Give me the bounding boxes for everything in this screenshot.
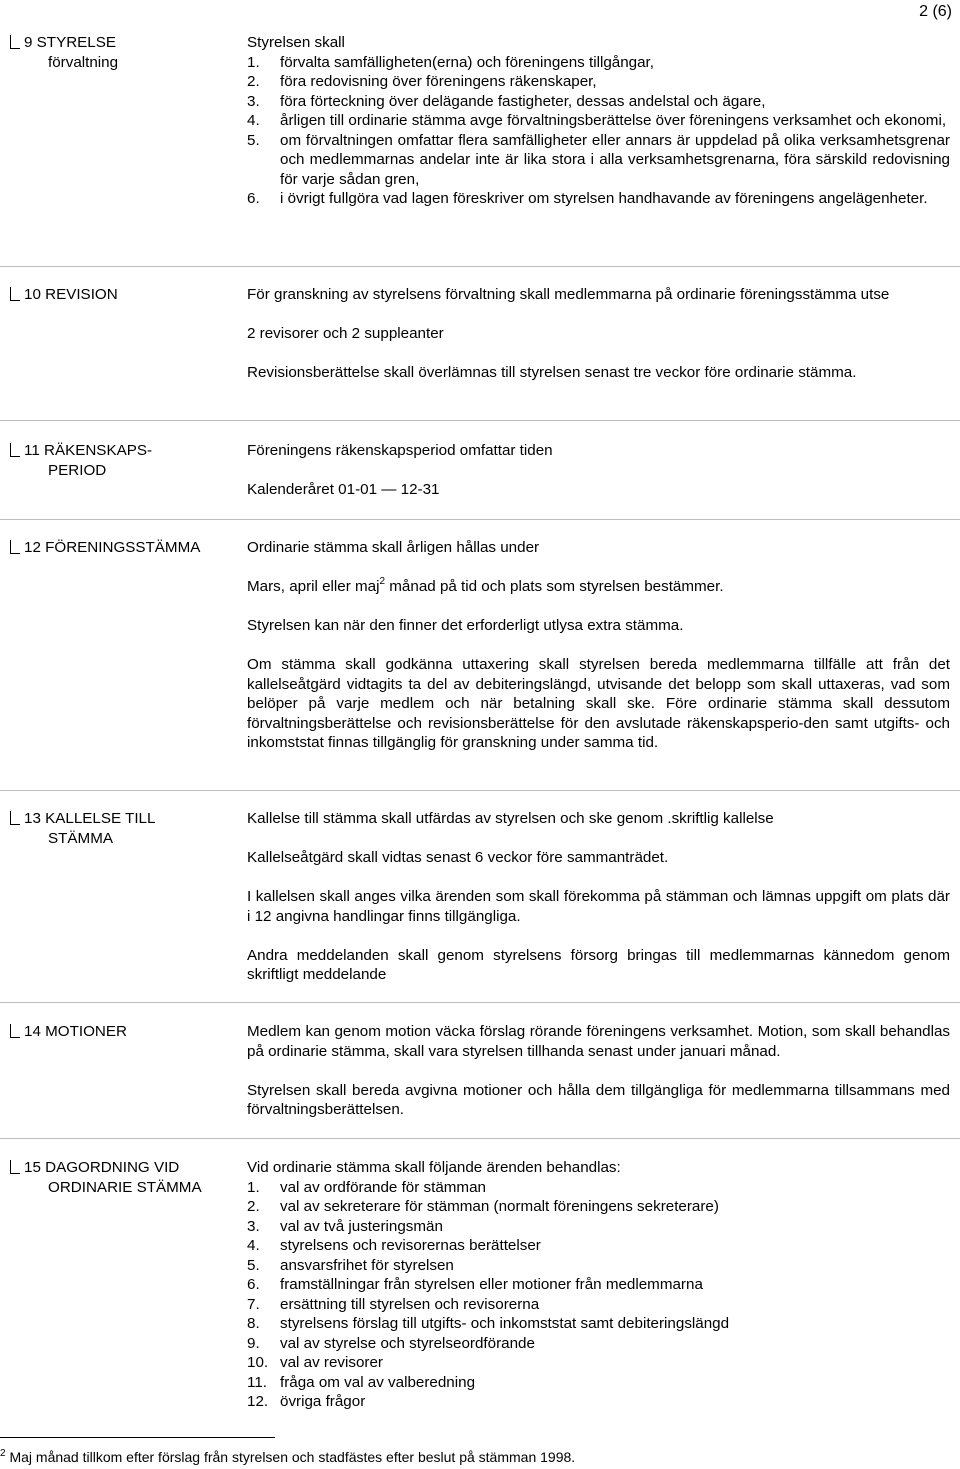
footnote (0, 1448, 575, 1468)
list-item: 3. föra förteckning över delägande fastigheter, dessas andelstal och ägare, (247, 92, 766, 110)
section-9-title: 9 STYRELSE förvaltning (10, 33, 240, 72)
section-9-intro: Styrelsen skall (247, 34, 345, 51)
section-11-title: 11 RÄKENSKAPS- PERIOD (10, 441, 240, 480)
section-divider (0, 519, 960, 520)
list-item: 8. styrelsens förslag till utgifts- och inkomststat samt debiteringslängd (247, 1315, 730, 1332)
section-13-title: 13 KALLELSE TILL STÄMMA (10, 809, 240, 848)
list-item: 5. ansvarsfrihet för styrelsen (247, 1256, 454, 1274)
section-14-title: 14 MOTIONER (10, 1022, 240, 1042)
list-item: 12. övriga frågor (247, 1393, 366, 1410)
footnote-number: 2 (0, 1448, 6, 1459)
section-divider (0, 420, 960, 421)
section-divider (0, 790, 960, 791)
footnote-marker: 2 (379, 576, 386, 587)
agenda-list (247, 1178, 950, 1412)
section-9-body (247, 33, 950, 209)
section-12-p2: Mars, april eller maj$^2$ månad på tid och plats som styrelsen bestämmer. (247, 576, 724, 595)
list-item: 6. i övrigt fullgöra vad lagen föreskriver om styrelsen handhavande av föreningens angelägenheter. (247, 190, 928, 207)
section-14-body: Medlem kan genom motion väcka förslag rörande föreningens verksamhet. Motion, som skall behandlas på ordinarie stämma, skall vara styrelsen tillhanda senast under januari månad. Styrelsen skall bereda avgivna motioner och hålla dem tillgängliga för medlemmarna tillsammans med förvaltningsberättelsen. (247, 1023, 950, 1118)
list-item: 2. föra redovisning över föreningens räkenskaper, (247, 73, 597, 90)
list-item: 4. styrelsens och revisorernas berättelser (247, 1237, 541, 1254)
list-item: 9. val av styrelse och styrelseordförande (247, 1334, 535, 1352)
list-item: 10. val av revisorer (247, 1354, 383, 1371)
list-item: 5. om förvaltningen omfattar flera samfälligheter eller annars är uppdelad på olika verksamhetsgrenar och medlemmarnas andelar inte är lika stora i alla verksamhetsgrenarna, föra särskild redovisning för varje sådan gren, (247, 131, 950, 188)
footnote-rule (0, 1437, 275, 1438)
section-10-body: För granskning av styrelsens förvaltning skall medlemmarna på ordinarie föreningsstämma utse 2 revisorer och 2 suppleanter Revisionsberättelse skall överlämnas till styrelsen senast tre veckor före ordinarie stämma. (247, 286, 890, 381)
page-number: 2 (6) (919, 3, 952, 20)
section-12-title: 12 FÖRENINGSSTÄMMA (10, 538, 240, 558)
section-15-title: 15 DAGORDNING VID ORDINARIE STÄMMA (10, 1158, 240, 1197)
list-item: 2. val av sekreterare för stämman (normalt föreningens sekreterare) (247, 1198, 719, 1215)
section-divider (0, 1002, 960, 1003)
section-9-list (247, 53, 950, 209)
list-item: 4. årligen till ordinarie stämma avge förvaltningsberättelse över föreningens verksamhet och ekonomi, (247, 112, 947, 129)
list-item: 7. ersättning till styrelsen och revisorerna (247, 1295, 540, 1313)
list-item: 11. fråga om val av valberedning (247, 1373, 476, 1391)
section-13-body: Kallelse till stämma skall utfärdas av styrelsen och ske genom .skriftlig kallelse Kallelseåtgärd skall vidtas senast 6 veckor före sammanträdet. I kallelsen skall anges vilka ärenden som skall förekomma på stämman och lämnas uppgift om plats där i 12 angivna handlingar finns tillgängliga. Andra meddelanden skall genom styrelsens försorg bringas till medlemmarnas kännedom genom skriftligt meddelande (247, 810, 950, 983)
section-divider (0, 1138, 960, 1139)
footnote-text: Maj månad tillkom efter förslag från styrelsen och stadfästes efter beslut på stämman 1998. (9, 1449, 576, 1465)
list-item: 1. förvalta samfälligheten(erna) och föreningens tillgångar, (247, 53, 654, 71)
section-10-title: 10 REVISION (10, 285, 240, 305)
list-item: 1. val av ordförande för stämman (247, 1178, 486, 1196)
section-11-body: Föreningens räkenskapsperiod omfattar tiden Kalenderåret 01-01 — 12-31 (247, 442, 553, 498)
section-15-intro: Vid ordinarie stämma skall följande ärenden behandlas: (247, 1159, 621, 1176)
section-12-body: Ordinarie stämma skall årligen hållas under Mars, april eller maj$^2$ månad på tid och plats som styrelsen bestämmer. Styrelsen kan när den finner det erforderligt utlysa extra stämma. Om stämma skall godkänna uttaxering skall styrelsen bereda medlemmarna tillfälle att från det kallelseåtgärd vidtagits ta del av debiteringslängd, utvisande det belopp som skall uttaxeras, vad som belöper på varje medlem och när betalning skall ske. Före ordinarie stämma skall dessutom förvaltningsberättelse och revisionsberättelse för den avslutade räkenskapsperio-den samt utgifts- och inkomststat finnas tillgänglig för granskning under samma tid. (247, 539, 950, 751)
section-divider (0, 266, 960, 267)
section-15-body (247, 1158, 950, 1412)
list-item: 3. val av två justeringsmän (247, 1217, 443, 1235)
list-item: 6. framställningar från styrelsen eller motioner från medlemmarna (247, 1276, 703, 1293)
